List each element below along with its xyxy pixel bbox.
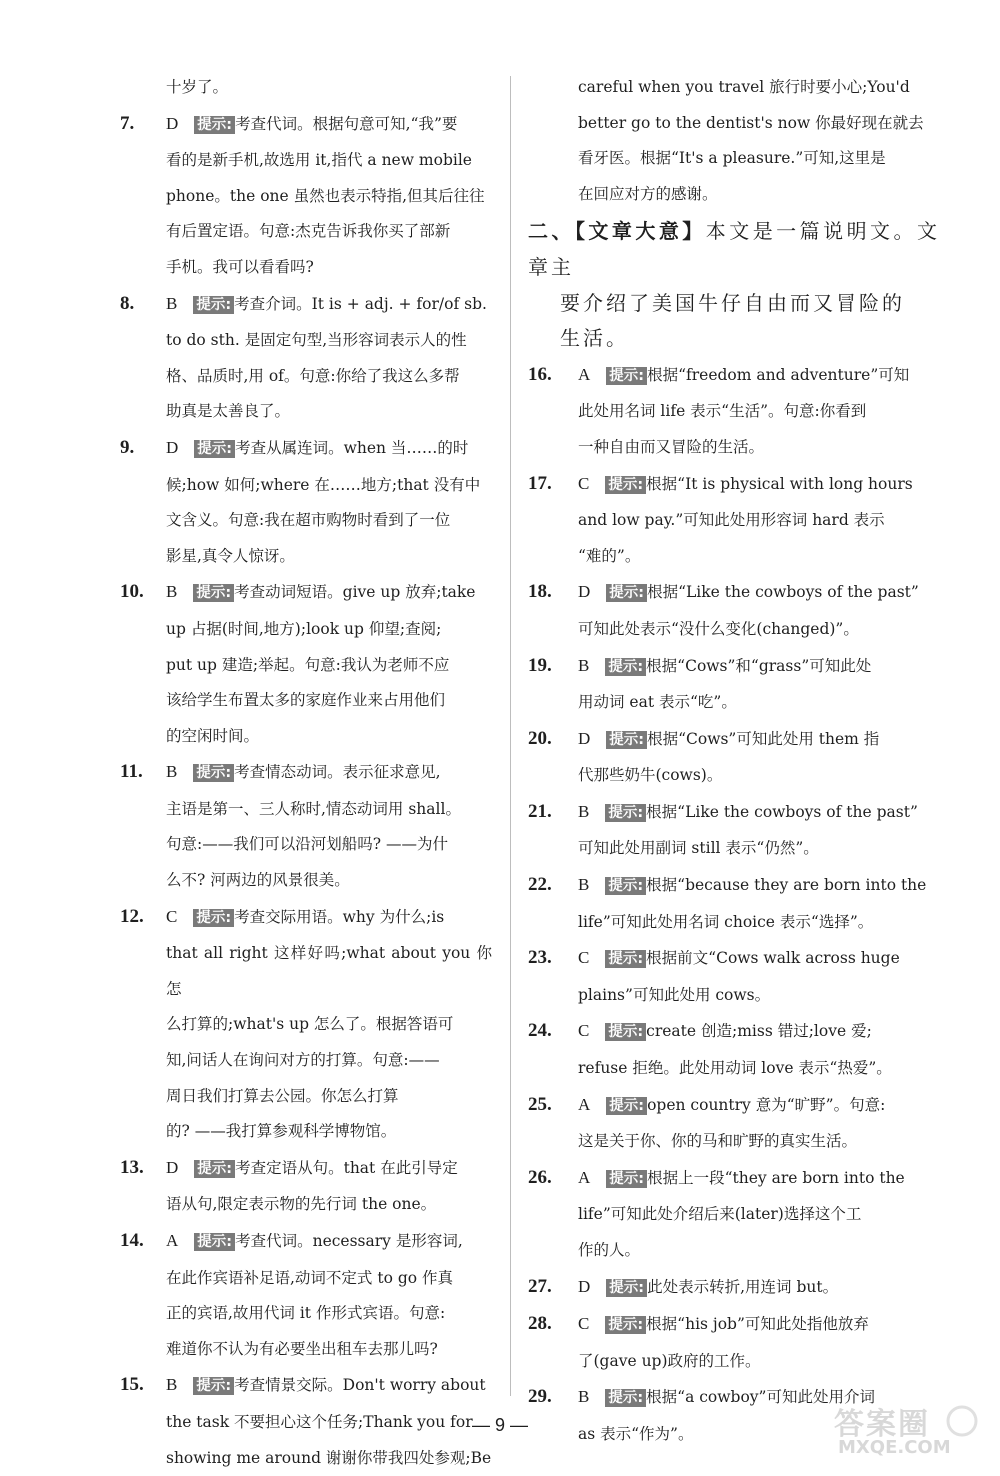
explanation-text: 根据“a cowboy”可知此处用介词 [646, 1388, 875, 1407]
answer-line [166, 430, 492, 468]
answer-item [528, 1087, 940, 1160]
explanation-text: 根据“because they are born into the [646, 876, 927, 895]
answer-item [120, 1223, 492, 1367]
answer-item [120, 1150, 492, 1223]
explanation-text: 考查代词。根据句意可知,“我”要 [235, 114, 458, 133]
answer-line [578, 867, 940, 905]
answer-line [578, 357, 940, 395]
answer-line [578, 721, 940, 759]
answer-letter: C [578, 1314, 590, 1334]
answer-line: 周日我们打算去公园。你怎么打算 [166, 1086, 399, 1105]
answer-item [528, 721, 940, 794]
answer-line: 看的是新手机,故选用 it,指代 a new mobile [166, 151, 472, 170]
answer-line: 候;how 如何;where 在……地方;that 没有中 [166, 475, 481, 494]
answer-item [528, 940, 940, 1013]
answer-letter: A [166, 1231, 179, 1250]
answer-letter: D [166, 113, 179, 133]
answer-line: 句意:——我们可以沿河划船吗? ——为什 [166, 835, 448, 854]
question-number: 29. [528, 1386, 552, 1408]
explanation-text: create 创造;miss 错过;love 爱; [646, 1022, 872, 1041]
answer-line: 作的人。 [578, 1241, 641, 1259]
question-number: 10. [120, 581, 144, 603]
question-number: 25. [528, 1093, 552, 1115]
right-intro [528, 70, 940, 212]
answer-line: put up 建造;举起。句意:我认为老师不应 [166, 655, 450, 674]
answer-line [166, 286, 492, 324]
question-number: 17. [528, 472, 552, 494]
answer-line: 语从句,限定表示物的先行词 the one。 [166, 1195, 437, 1214]
answer-letter: C [578, 1021, 590, 1041]
question-number: 11. [120, 761, 143, 783]
explanation-text: 根据“Cows”可知此处用 them 指 [647, 729, 880, 748]
explanation-text: 考查定语从句。that 在此引导定 [235, 1158, 458, 1177]
question-number: 7. [120, 112, 135, 134]
answer-letter: D [166, 1157, 179, 1177]
answer-line: “难的”。 [578, 546, 641, 565]
tip-label: 提示: [193, 909, 234, 927]
answer-line: 格、品质时,用 of。句意:你给了我这么多帮 [166, 366, 460, 385]
section-body-text: 生活。 [560, 326, 629, 351]
watermark-logo-text: 答案圈 [834, 1407, 930, 1442]
answer-letter: A [578, 364, 591, 384]
column-divider [510, 76, 511, 1396]
explanation-text: 根据“his job”可知此处指他放弃 [646, 1315, 869, 1334]
answer-line: refuse 拒绝。此处用动词 love 表示“热爱”。 [578, 1059, 892, 1078]
explanation-text: 根据上一段“they are born into the [647, 1168, 905, 1187]
explanation-text: 考查交际用语。why 为什么;is [234, 907, 445, 926]
answer-line: showing me around 谢谢你带我四处参观;Be [166, 1448, 492, 1467]
answer-line: the task 不要担心这个任务;Thank you for [166, 1412, 473, 1431]
answer-line [578, 1013, 940, 1051]
answer-line: 可知此处表示“没什么变化(changed)”。 [578, 619, 859, 638]
answer-line: 知,问话人在询问对方的打算。句意:—— [166, 1051, 440, 1070]
answer-letter: B [166, 582, 178, 602]
intro-line: 看牙医。根据“It's a pleasure.”可知,这里是 [578, 149, 886, 168]
tip-label: 提示: [194, 440, 235, 458]
answer-item [528, 1306, 940, 1379]
explanation-text: 考查从属连词。when 当……的时 [235, 438, 469, 457]
answer-line: and low pay.”可知此处用形容词 hard 表示 [578, 511, 885, 530]
answer-letter: C [578, 473, 590, 493]
tip-label: 提示: [605, 476, 646, 494]
explanation-text: 根据“It is physical with long hours [646, 474, 913, 493]
tip-label: 提示: [605, 950, 646, 968]
answer-line [578, 940, 940, 978]
question-number: 13. [120, 1156, 144, 1178]
answer-line [578, 1160, 940, 1198]
answer-line [578, 574, 940, 612]
answer-line: 一种自由而又冒险的生活。 [578, 437, 765, 456]
answer-item [528, 1013, 940, 1086]
question-number: 12. [120, 905, 144, 927]
answer-line [578, 1306, 940, 1344]
section-body-text: 要介绍了美国牛仔自由而又冒险的 [560, 290, 905, 315]
answer-line: 难道你不认为有必要坐出租车去那儿吗? [166, 1339, 438, 1358]
right-answer-list [528, 357, 940, 1453]
answer-item [120, 754, 492, 898]
intro-line: better go to the dentist's now 你最好现在就去 [578, 113, 924, 132]
question-number: 23. [528, 947, 552, 969]
tip-label: 提示: [193, 584, 234, 602]
question-number: 26. [528, 1166, 552, 1188]
tip-label: 提示: [606, 1170, 647, 1188]
tip-label: 提示: [605, 804, 646, 822]
explanation-text: 考查介词。It is + adj. + for/of sb. [234, 294, 487, 313]
section-line [528, 321, 940, 357]
explanation-text: 考查情景交际。Don't worry about [234, 1376, 486, 1395]
tip-label: 提示: [605, 1023, 646, 1041]
answer-line: 么打算的;what's up 怎么了。根据答语可 [166, 1015, 454, 1034]
answer-line: 主语是第一、三人称时,情态动词用 shall。 [166, 799, 461, 818]
explanation-text: 根据“Cows”和“grass”可知此处 [646, 656, 872, 675]
answer-line [578, 794, 940, 832]
answer-letter: B [578, 801, 590, 821]
page-number: — 9 — [471, 1415, 528, 1435]
intro-line: careful when you travel 旅行时要小心;You'd [578, 78, 910, 96]
answer-line: as 表示“作为”。 [578, 1424, 694, 1443]
answer-letter: A [578, 1167, 591, 1187]
tip-label: 提示: [605, 658, 646, 676]
tip-label: 提示: [606, 731, 647, 749]
explanation-text: 根据“freedom and adventure”可知 [647, 365, 910, 384]
answer-line: life”可知此处用名词 choice 表示“选择”。 [578, 912, 874, 931]
answer-line: 么不? 河两边的风景很美。 [166, 871, 350, 890]
left-column [120, 70, 492, 1476]
left-intro: 十岁了。 [166, 78, 229, 96]
explanation-text: 根据“Like the cowboys of the past” [646, 802, 918, 821]
answer-letter: A [578, 1094, 591, 1114]
question-number: 8. [120, 292, 135, 314]
question-number: 28. [528, 1313, 552, 1335]
answer-line: 正的宾语,故用代词 it 作形式宾语。句意: [166, 1304, 446, 1323]
answer-item [528, 794, 940, 867]
intro-line: 在回应对方的感谢。 [578, 184, 718, 203]
answer-line [578, 1087, 940, 1125]
answer-item [528, 466, 940, 575]
answer-line: 的空闲时间。 [166, 726, 260, 745]
explanation-text: 考查代词。necessary 是形容词, [235, 1232, 463, 1250]
answer-line: 可知此处用副词 still 表示“仍然”。 [578, 839, 819, 858]
tip-label: 提示: [194, 1233, 235, 1251]
answer-line: 手机。我可以看看吗? [166, 257, 314, 276]
answer-line: 的? ——我打算参观科学博物馆。 [166, 1122, 397, 1141]
watermark [832, 1399, 982, 1459]
answer-line [578, 648, 940, 686]
question-number: 24. [528, 1020, 552, 1042]
answer-item [528, 867, 940, 940]
answer-letter: B [166, 1375, 178, 1395]
answer-line: 该给学生布置太多的家庭作业来占用他们 [166, 691, 446, 710]
section-line [528, 214, 940, 285]
answer-item [120, 286, 492, 430]
section-line [528, 286, 940, 322]
answer-line: up 占据(时间,地方);look up 仰望;查阅; [166, 619, 442, 638]
answer-line [166, 1223, 492, 1261]
explanation-text: 此处表示转折,用连词 but。 [647, 1277, 839, 1296]
tip-label: 提示: [194, 1160, 235, 1178]
question-number: 16. [528, 363, 552, 385]
question-number: 18. [528, 581, 552, 603]
answer-line: 代那些奶牛(cows)。 [578, 766, 723, 785]
answer-line: 了(gave up)政府的工作。 [578, 1351, 761, 1370]
explanation-text: 考查动词短语。give up 放弃;take [234, 583, 476, 602]
answer-line [578, 466, 940, 504]
question-number: 21. [528, 800, 552, 822]
tip-label: 提示: [606, 584, 647, 602]
answer-line: 有后置定语。句意:杰克告诉我你买了部新 [166, 222, 451, 241]
answer-line: 在此作宾语补足语,动词不定式 to go 作真 [166, 1268, 454, 1287]
left-answer-list [120, 106, 492, 1476]
section-summary [528, 214, 940, 356]
question-number: 15. [120, 1374, 144, 1396]
question-number: 9. [120, 436, 135, 458]
answer-letter: D [578, 1276, 591, 1296]
answer-letter: D [166, 437, 179, 457]
answer-letter: C [166, 906, 178, 926]
section-title: 二、【文章大意】 [528, 219, 706, 244]
answer-item [528, 1269, 940, 1307]
answer-line: to do sth. 是固定句型,当形容词表示人的性 [166, 331, 467, 350]
question-number: 19. [528, 654, 552, 676]
tip-label: 提示: [605, 1316, 646, 1334]
tip-label: 提示: [194, 116, 235, 134]
answer-letter: B [578, 1387, 590, 1407]
answer-item [120, 574, 492, 754]
answer-line [166, 899, 492, 937]
tip-label: 提示: [605, 877, 646, 895]
watermark-site-text: MXQE.COM [838, 1437, 951, 1458]
section-body-text: 本文是一篇说明文。文章主 [528, 219, 941, 279]
explanation-text: open country 意为“旷野”。句意: [647, 1095, 886, 1114]
answer-line [166, 106, 492, 144]
answer-line: 这是关于你、你的马和旷野的真实生活。 [578, 1132, 858, 1151]
question-number: 22. [528, 874, 552, 896]
answer-line: 此处用名词 life 表示“生活”。句意:你看到 [578, 402, 867, 421]
answer-letter: D [578, 582, 591, 602]
answer-letter: D [578, 728, 591, 748]
answer-line: 文含义。句意:我在超市购物时看到了一位 [166, 511, 451, 530]
answer-line: 助真是太善良了。 [166, 402, 291, 421]
answer-line: that all right 这样好吗;what about you 你怎 [166, 944, 492, 998]
answer-line [166, 574, 492, 612]
explanation-text: 根据前文“Cows walk across huge [646, 949, 900, 968]
tip-label: 提示: [605, 1389, 646, 1407]
answer-line: 用动词 eat 表示“吃”。 [578, 693, 737, 712]
answer-line [578, 1269, 940, 1307]
answer-line: plains”可知此处用 cows。 [578, 985, 771, 1004]
answer-item [528, 648, 940, 721]
question-number: 20. [528, 727, 552, 749]
answer-letter: C [578, 948, 590, 968]
answer-line [166, 1150, 492, 1188]
answer-item [528, 1160, 940, 1269]
answer-letter: B [166, 293, 178, 313]
answer-item [528, 357, 940, 466]
right-column [528, 70, 940, 1453]
explanation-text: 根据“Like the cowboys of the past” [647, 583, 919, 602]
tip-label: 提示: [606, 1279, 647, 1297]
question-number: 27. [528, 1275, 552, 1297]
answer-line: phone。the one 虽然也表示特指,但其后往往 [166, 186, 485, 205]
tip-label: 提示: [193, 1377, 234, 1395]
explanation-text: 考查情态动词。表示征求意见, [234, 763, 441, 782]
answer-item [120, 106, 492, 286]
answer-item [120, 899, 492, 1150]
tip-label: 提示: [193, 296, 234, 314]
tip-label: 提示: [193, 764, 234, 782]
answer-line: life”可知此处介绍后来(later)选择这个工 [578, 1205, 862, 1224]
answer-letter: B [578, 875, 590, 895]
answer-letter: B [166, 762, 178, 782]
answer-item [528, 574, 940, 647]
question-number: 14. [120, 1230, 144, 1251]
answer-letter: B [578, 655, 590, 675]
answer-line [166, 1367, 492, 1405]
answer-line [166, 754, 492, 792]
answer-item [120, 430, 492, 574]
tip-label: 提示: [606, 1097, 647, 1115]
answer-line: 影星,真令人惊讶。 [166, 546, 295, 565]
tip-label: 提示: [606, 367, 647, 385]
